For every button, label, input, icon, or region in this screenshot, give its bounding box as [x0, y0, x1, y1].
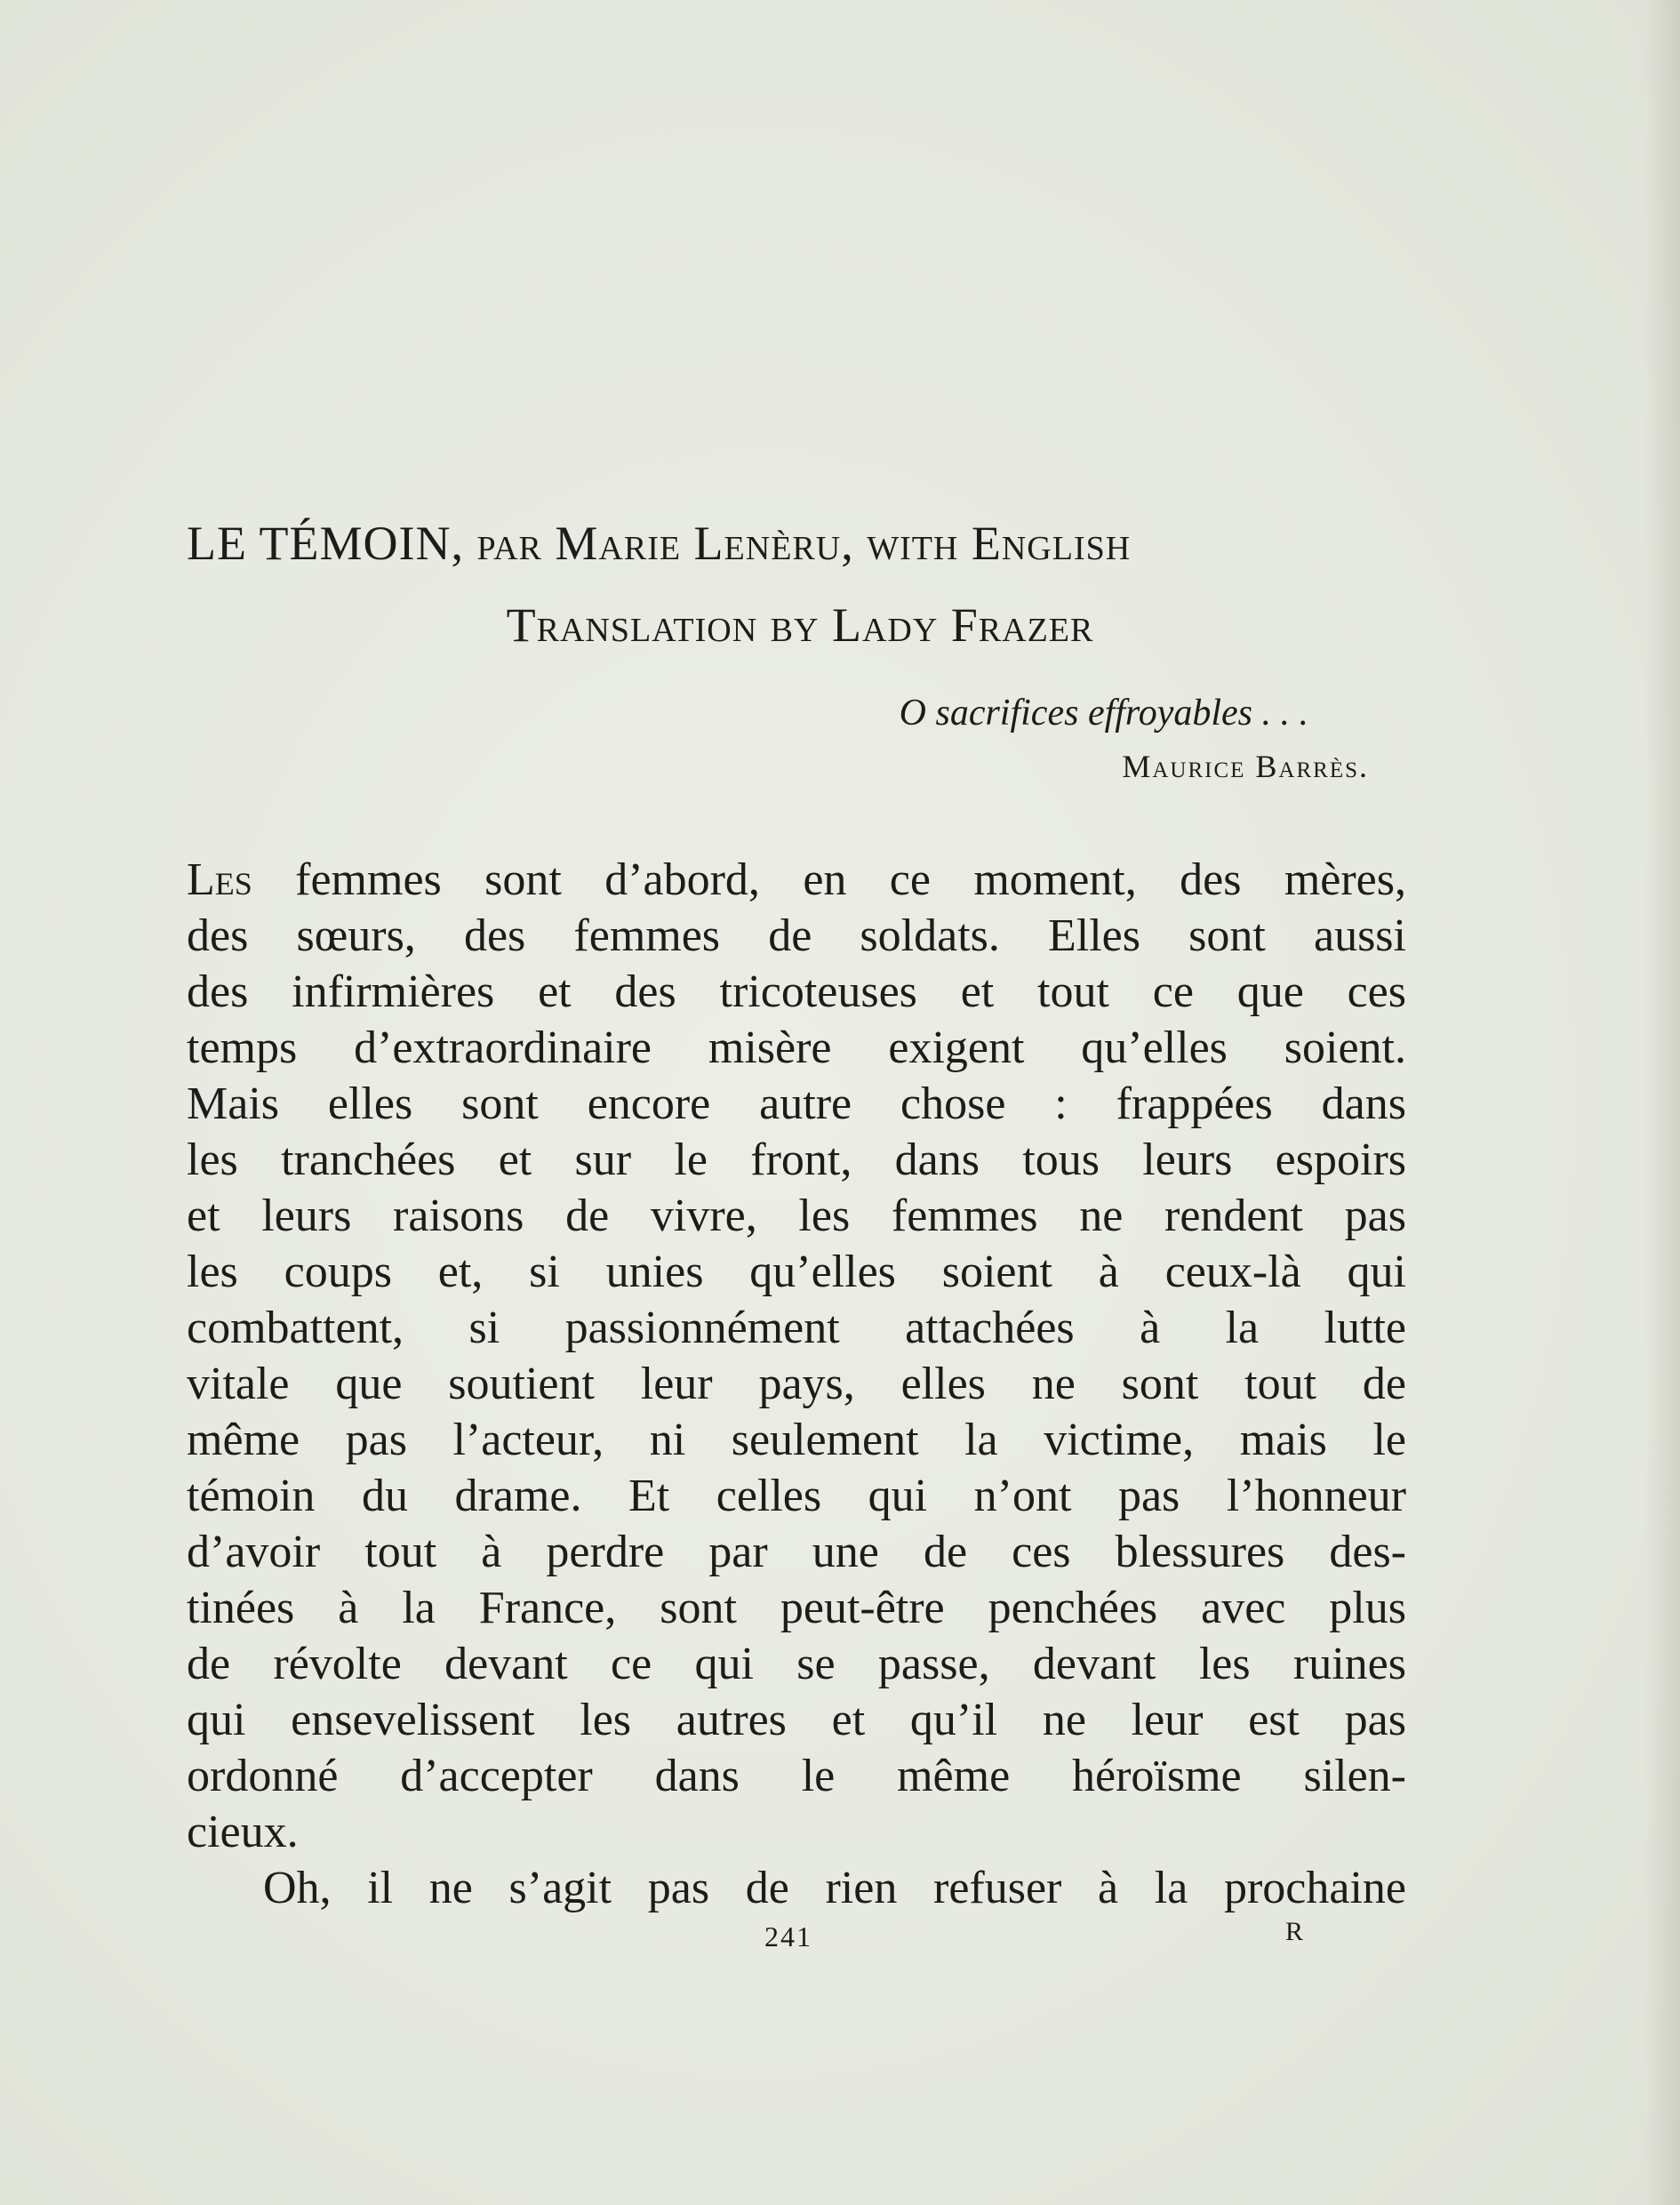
paragraph-1-line-12: témoin du drame. Et celles qui n’ont pas l’honneur [187, 1471, 1406, 1521]
paragraph-1-line-11: même pas l’acteur, ni seulement la victime, mais le [187, 1415, 1406, 1465]
paragraph-1-line-1 [187, 852, 1406, 908]
paragraph-1-line-10: vitale que soutient leur pays, elles ne sont tout de [187, 1359, 1406, 1409]
epigraph-quote: O sacrifices effroyables . . . [899, 693, 1308, 734]
paragraph-1-line-2: des sœurs, des femmes de soldats. Elles sont aussi [187, 910, 1406, 961]
paragraph-2 [187, 1860, 1406, 1916]
title-line-2: Translation by Lady Frazer [506, 598, 1094, 652]
paragraph-1-line-17: ordonné d’accepter dans le même héroïsme silen- [187, 1751, 1406, 1801]
title-line-1-text: LE TÉMOIN, par Marie Lenèru, with English [187, 517, 1132, 570]
chapter-title [187, 502, 1413, 666]
paragraph-1 [187, 852, 1406, 1860]
paragraph-1-line-3: des infirmières et des tricoteuses et tout ce que ces [187, 966, 1406, 1017]
paragraph-2-line-1: Oh, il ne s’agit pas de rien refuser à la prochaine [263, 1863, 1406, 1913]
paragraph-1-line-16: qui ensevelissent les autres et qu’il ne leur est pas [187, 1695, 1406, 1745]
paragraph-1-line-9: combattent, si passionnément attachées à la lutte [187, 1303, 1406, 1353]
page-number: 241 [764, 1920, 812, 1952]
paragraph-1-line-7: et leurs raisons de vivre, les femmes ne rendent pas [187, 1191, 1406, 1241]
paragraph-1-line-6: les tranchées et sur le front, dans tous leurs espoirs [187, 1135, 1406, 1185]
signature-mark: R [1285, 1917, 1304, 1946]
epigraph-author: Maurice Barrès. [1122, 749, 1369, 784]
paragraph-1-line-14: tinées à la France, sont peut-être penchées avec plus [187, 1583, 1406, 1633]
title-line-1 [187, 502, 1413, 584]
paragraph-1-line-4: temps d’extraordinaire misère exigent qu’elles soient. [187, 1022, 1406, 1073]
paragraph-1-line-8: les coups et, si unies qu’elles soient à ceux-là qui [187, 1247, 1406, 1297]
body-text [187, 852, 1406, 1916]
line-text: femmes sont d’abord, en ce moment, des mères, [252, 854, 1406, 905]
paragraph-1-line-5: Mais elles sont encore autre chose : frappées dans [187, 1078, 1406, 1129]
epigraph [800, 685, 1369, 791]
drop-word: Les [187, 854, 252, 905]
paragraph-1-line-15: de révolte devant ce qui se passe, devant les ruines [187, 1639, 1406, 1689]
paragraph-1-line-18: cieux. [187, 1807, 299, 1857]
paragraph-1-line-13: d’avoir tout à perdre par une de ces blessures des- [187, 1527, 1406, 1577]
page-edge-shadow [1644, 0, 1680, 2205]
